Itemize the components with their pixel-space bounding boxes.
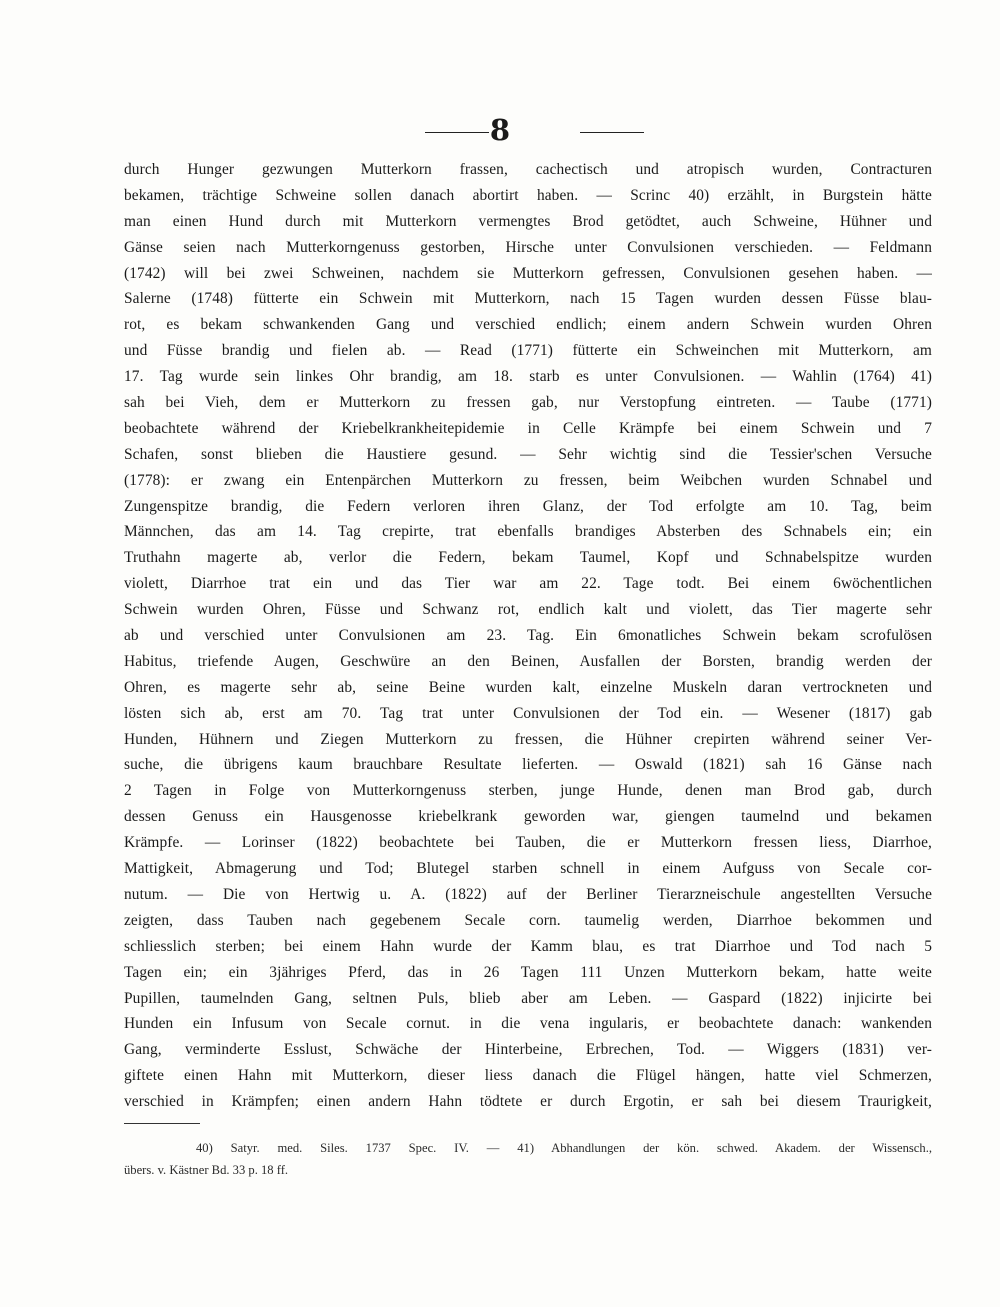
- body-line: sah bei Vieh, dem er Mutterkorn zu fressen gab, nur Verstopfung eintreten. — Taube (1771): [124, 394, 932, 412]
- body-text: [124, 157, 932, 1115]
- body-line: nutum. — Die von Hertwig u. A. (1822) auf der Berliner Tierarzneischule angestellten Versuche: [124, 885, 932, 903]
- body-line: Mattigkeit, Abmagerung und Tod; Blutegel starben schnell in einem Aufguss von Secale cor-: [124, 860, 932, 878]
- body-line: Männchen, das am 14. Tag crepirte, trat ebenfalls brandiges Absterben des Schnabels ein; ein: [124, 523, 932, 541]
- footnote-rule: [124, 1123, 200, 1124]
- body-line: Hunden, Hühnern und Ziegen Mutterkorn zu fressen, die Hühner crepirten während seiner Ver-: [124, 730, 932, 748]
- body-line: schliesslich sterben; bei einem Hahn wurde der Kamm blau, es trat Diarrhoe und Tod nach 5: [124, 937, 932, 955]
- body-line: suche, die übrigens kaum brauchbare Resultate lieferten. — Oswald (1821) sah 16 Gänse nach: [124, 756, 932, 774]
- body-line: zeigten, dass Tauben nach gegebenem Secale corn. taumelig werden, Diarrhoe bekommen und: [124, 911, 932, 929]
- body-line: violett, Diarrhoe trat ein und das Tier war am 22. Tage todt. Bei einem 6wöchentlichen: [124, 575, 932, 593]
- body-line: Gang, verminderte Esslust, Schwäche der Hinterbeine, Erbrechen, Tod. — Wiggers (1831) ver-: [124, 1041, 932, 1059]
- page-number: 8: [489, 113, 511, 147]
- body-line: Pupillen, taumelnden Gang, seltnen Puls, blieb aber am Leben. — Gaspard (1822) injicirte bei: [124, 989, 932, 1007]
- footnote-line: übers. v. Kästner Bd. 33 p. 18 ff.: [124, 1163, 289, 1177]
- body-line: Schafen, sonst blieben die Haustiere gesund. — Sehr wichtig sind die Tessier'schen Versuche: [124, 445, 932, 463]
- body-line: (1742) will bei zwei Schweinen, nachdem sie Mutterkorn gefressen, Convulsionen gesehen haben. —: [124, 264, 932, 282]
- body-line: Truthahn magerte ab, verlor die Federn, bekam Taumel, Kopf und Schnabelspitze wurden: [124, 549, 932, 567]
- body-line: dessen Genuss ein Hausgenosse kriebelkrank geworden war, giengen taumelnd und bekamen: [124, 808, 932, 826]
- body-line: verschied in Krämpfen; einen andern Hahn tödtete er durch Ergotin, er sah bei diesem Traurigkeit,: [124, 1093, 932, 1111]
- body-line: Ohren, es magerte sehr ab, seine Beine wurden kalt, einzelne Muskeln daran vertrockneten und: [124, 678, 932, 696]
- body-line: beobachtete während der Kriebelkrankheitepidemie in Celle Krämpfe bei einem Schwein und 7: [124, 419, 932, 437]
- body-line: lösten sich ab, erst am 70. Tag trat unter Convulsionen der Tod ein. — Wesener (1817) gab: [124, 704, 932, 722]
- body-line: giftete einen Hahn mit Mutterkorn, dieser liess danach die Flügel hängen, hatte viel Schmerzen,: [124, 1067, 932, 1085]
- body-line: 17. Tag wurde sein linkes Ohr brandig, am 18. starb es unter Convulsionen. — Wahlin (1764) 41): [124, 368, 932, 386]
- footnote-line: 40) Satyr. med. Siles. 1737 Spec. IV. — 41) Abhandlungen der kön. schwed. Akadem. der Wissensch.,: [196, 1141, 932, 1155]
- body-line: bekamen, trächtige Schweine sollen danach abortirt haben. — Scrinc 40) erzählt, in Burgstein hätte: [124, 186, 932, 204]
- body-line: ab und verschied unter Convulsionen am 23. Tag. Ein 6monatliches Schwein bekam scrofulösen: [124, 627, 932, 645]
- body-line: Hunden ein Infusum von Secale cornut. in die vena ingularis, er beobachtete danach: wankenden: [124, 1015, 932, 1033]
- body-line: Gänse seien nach Mutterkorngenuss gestorben, Hirsche unter Convulsionen verschieden. — Feldmann: [124, 238, 932, 256]
- body-line: (1778): er zwang ein Entenpärchen Mutterkorn zu fressen, beim Weibchen wurden Schnabel und: [124, 471, 932, 489]
- body-line: rot, es bekam schwankenden Gang und verschied endlich; einem andern Schwein wurden Ohren: [124, 316, 932, 334]
- header-rule-right: [580, 132, 644, 133]
- body-line: Krämpfe. — Lorinser (1822) beobachtete bei Tauben, die er Mutterkorn fressen liess, Diarrhoe,: [124, 834, 932, 852]
- body-line: Salerne (1748) fütterte ein Schwein mit Mutterkorn, nach 15 Tagen wurden dessen Füsse blau-: [124, 290, 932, 308]
- body-line: man einen Hund durch mit Mutterkorn vermengtes Brod getödtet, auch Schweine, Hühner und: [124, 212, 932, 230]
- body-line: Schwein wurden Ohren, Füsse und Schwanz rot, endlich kalt und violett, das Tier magerte sehr: [124, 601, 932, 619]
- body-line: durch Hunger gezwungen Mutterkorn frassen, cachectisch und atropisch wurden, Contracturen: [124, 161, 932, 178]
- page-header: [0, 112, 1000, 152]
- body-line: Tagen ein; ein 3jähriges Pferd, das in 26 Tagen 111 Unzen Mutterkorn bekam, hatte weite: [124, 963, 932, 981]
- body-line: Habitus, triefende Augen, Geschwüre an den Beinen, Ausfallen der Borsten, brandig werden der: [124, 652, 932, 670]
- body-line: 2 Tagen in Folge von Mutterkorngenuss sterben, junge Hunde, denen man Brod gab, durch: [124, 782, 932, 800]
- body-line: Zungenspitze brandig, die Federn verloren ihren Glanz, der Tod erfolgte am 10. Tag, beim: [124, 497, 932, 515]
- footnotes: [124, 1137, 932, 1181]
- body-line: und Füsse brandig und fielen ab. — Read (1771) fütterte ein Schweinchen mit Mutterkorn, am: [124, 342, 932, 360]
